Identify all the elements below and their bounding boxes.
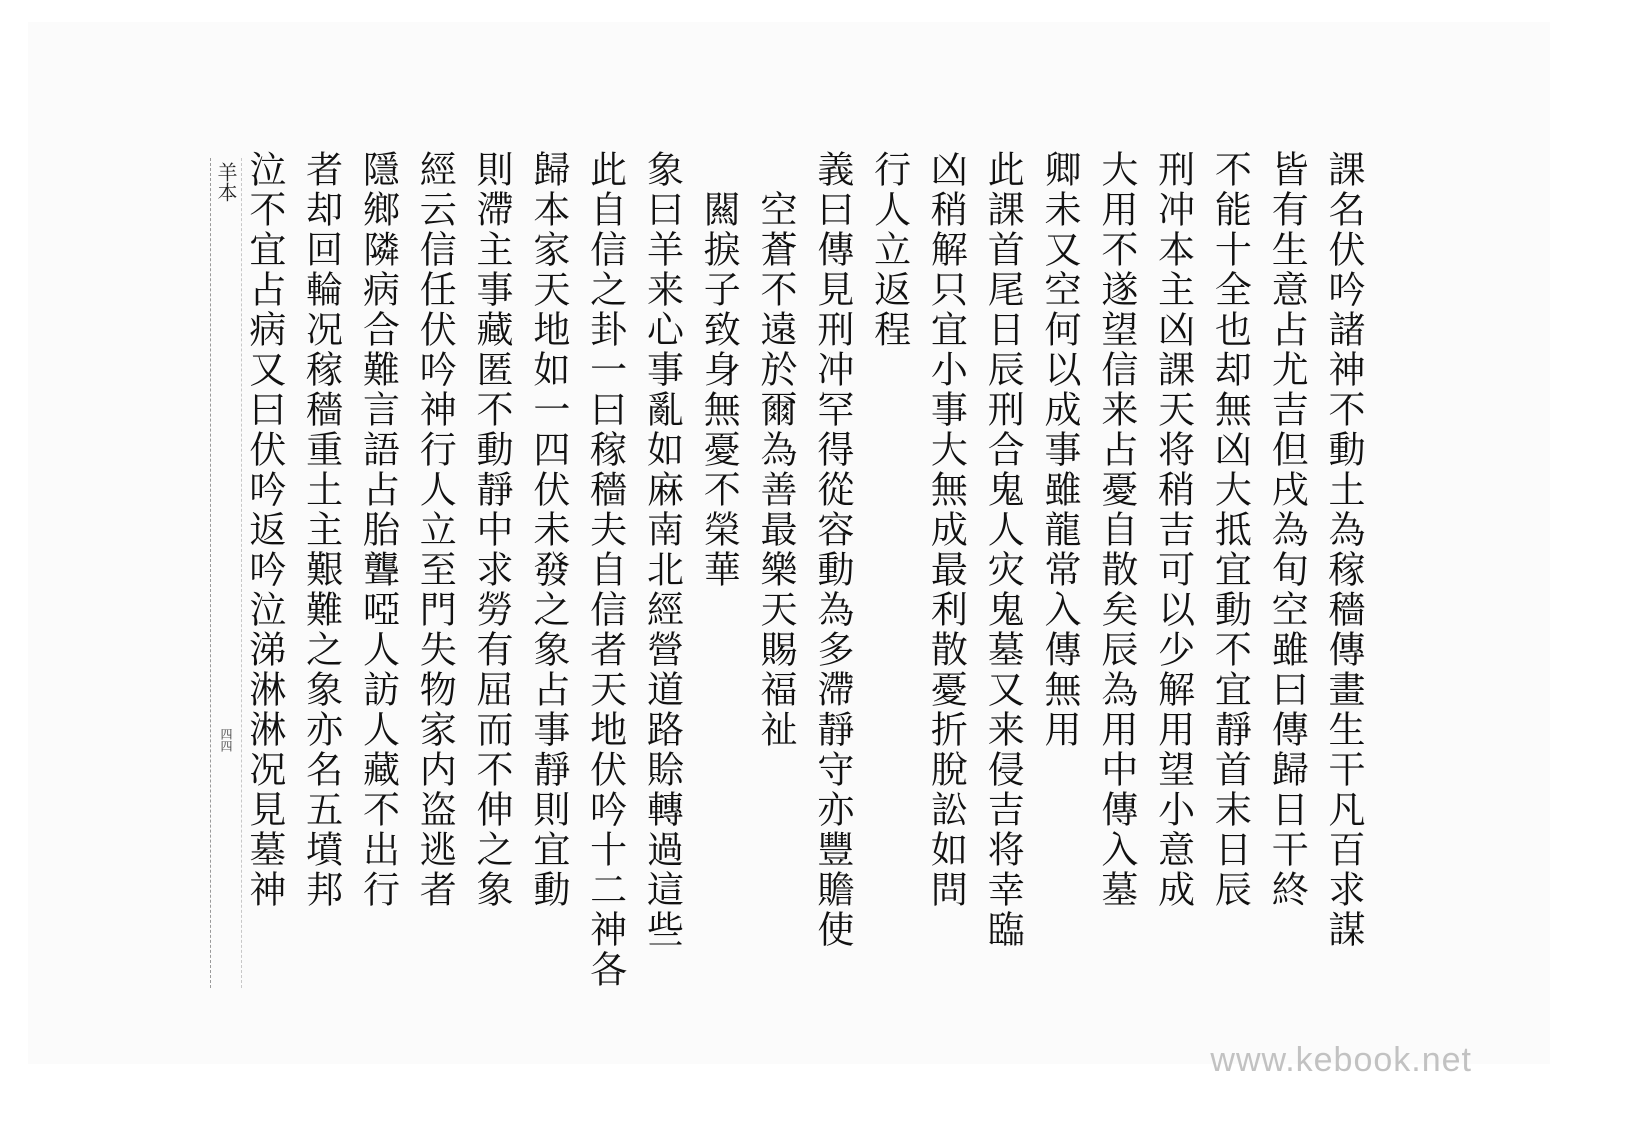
- text-line: 卿未又空何以成事雖龍常入傳無用: [1038, 150, 1082, 750]
- text-line: 歸本家天地如一四伏未發之象占事靜則宜動: [526, 150, 570, 910]
- text-line: 皆有生意占尤吉但戌為旬空雖曰傳歸日干終: [1265, 150, 1309, 910]
- text-line: 此自信之卦一曰稼穡夫自信者天地伏吟十二神各: [583, 150, 627, 990]
- text-line: 闗捩子致身無憂不榮華: [697, 150, 741, 590]
- text-line: 經云信任伏吟神行人立至門失物家内盗逃者: [413, 150, 457, 910]
- text-line: 凶稍解只宜小事大無成最利散憂折脫訟如問: [924, 150, 968, 910]
- text-line: 不能十全也却無凶大抵宜動不宜靜首末日辰: [1208, 150, 1252, 910]
- text-line: 課名伏吟諸神不動土為稼穡傳畫生干凡百求謀: [1322, 150, 1365, 950]
- vertical-text-block: [235, 150, 1371, 1000]
- text-line: 大用不遂望信来占憂自散矣辰為用中傳入墓: [1094, 150, 1138, 910]
- text-line: 此課首尾日辰刑合鬼人灾鬼墓又来侵吉将幸臨: [981, 150, 1025, 950]
- text-line: 象曰羊来心事亂如麻南北經營道路賒轉過這些: [640, 150, 684, 950]
- text-line: 則滯主事藏匿不動靜中求勞有屈而不伸之象: [470, 150, 514, 910]
- page-number: 四四: [219, 728, 233, 752]
- text-line: 隱鄉隣病合難言語占胎聾啞人訪人藏不出行: [356, 150, 400, 910]
- text-line: 義曰傳見刑冲罕得從容動為多滯靜守亦豐贍使: [810, 150, 854, 950]
- margin-title: 羊本: [214, 162, 238, 202]
- text-line: 刑冲本主凶課天将稍吉可以少解用望小意成: [1151, 150, 1195, 910]
- text-line: 空蒼不遠於爾為善最樂天賜福祉: [754, 150, 798, 750]
- watermark: www.kebook.net: [1210, 1041, 1472, 1079]
- text-line: 泣不宜占病又曰伏吟返吟泣涕淋淋况見墓神: [242, 150, 286, 910]
- text-line: 者却回輪况稼穡重土主艱難之象亦名五墳邦: [299, 150, 343, 910]
- text-line: 行人立返程: [867, 150, 911, 350]
